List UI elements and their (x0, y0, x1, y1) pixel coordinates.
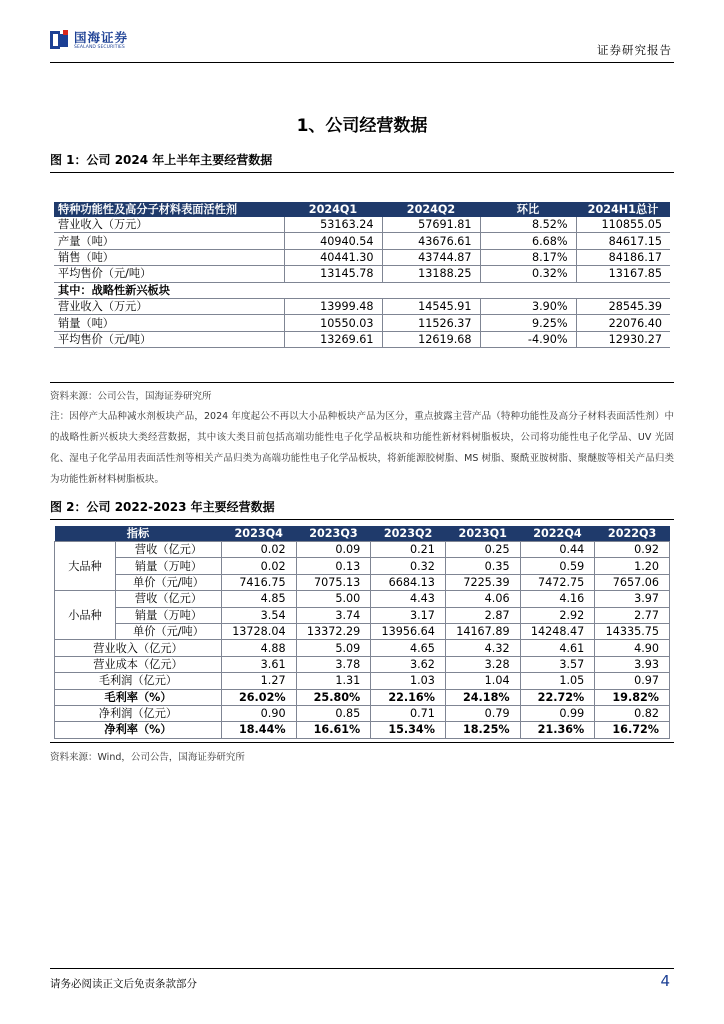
figure1-cell: 57691.81 (382, 217, 480, 233)
figure1-col-header: 环比 (480, 202, 576, 217)
figure2-cell: 0.99 (520, 705, 595, 721)
figure2-header-row (55, 526, 670, 542)
figure2-cell: 1.04 (445, 673, 520, 689)
figure2-cell: 3.97 (595, 591, 670, 607)
figure2-cell: 0.44 (520, 542, 595, 558)
figure2-cell: 24.18% (445, 689, 520, 705)
logo-en-text: SEALAND SECURITIES (74, 44, 125, 50)
figure2-cell: 26.02% (221, 689, 296, 705)
figure2-cell: 7075.13 (296, 574, 371, 590)
figure1-col-header: 2024Q2 (382, 202, 480, 217)
figure2-table-row (55, 673, 670, 689)
logo-mark-icon (50, 30, 70, 50)
figure1-subheading: 其中：战略性新兴板块 (54, 282, 670, 298)
figure1-cell: 0.32% (480, 266, 576, 282)
figure2-cell: 4.85 (221, 591, 296, 607)
figure1-row-label: 销售（吨） (54, 249, 284, 265)
figure2-cell: 3.54 (221, 607, 296, 623)
figure2-cell: 1.03 (371, 673, 446, 689)
figure2-group-label: 大品种 (55, 542, 116, 591)
figure1-cell: 14545.91 (382, 298, 480, 314)
figure1-cell: 43676.61 (382, 233, 480, 249)
figure2-table-row (55, 656, 670, 672)
figure2-table-row (55, 591, 670, 607)
figure2-cell: 13956.64 (371, 623, 446, 639)
figure2-row-label: 营收（亿元） (116, 591, 222, 607)
figure2-cell: 3.61 (221, 656, 296, 672)
figure1-cell: 12930.27 (576, 331, 670, 347)
figure1-table-row (54, 233, 670, 249)
figure2-cell: 0.90 (221, 705, 296, 721)
figure1-cell: 13167.85 (576, 266, 670, 282)
figure1-cell: 8.52% (480, 217, 576, 233)
section-title: 1、公司经营数据 (296, 116, 428, 136)
figure2-cell: 7472.75 (520, 574, 595, 590)
figure2-cell: 3.28 (445, 656, 520, 672)
figure2-cell: 3.17 (371, 607, 446, 623)
figure2-cell: 2.92 (520, 607, 595, 623)
figure1-row-label: 销量（吨） (54, 315, 284, 331)
figure2-cell: 22.16% (371, 689, 446, 705)
figure1-cell: 28545.39 (576, 298, 670, 314)
figure2-row-label: 营业成本（亿元） (55, 656, 222, 672)
figure1-cell: 110855.05 (576, 217, 670, 233)
figure2-cell: 2.87 (445, 607, 520, 623)
company-logo (50, 30, 128, 50)
figure2-cell: 18.25% (445, 722, 520, 738)
figure2-cell: 18.44% (221, 722, 296, 738)
figure1-col-header: 2024H1总计 (576, 202, 670, 217)
figure2-cell: 22.72% (520, 689, 595, 705)
figure1-table-row (54, 331, 670, 347)
figure2-cell: 4.16 (520, 591, 595, 607)
logo-cn-text: 国海证券 (74, 29, 129, 45)
figure2-row-label: 净利润（亿元） (55, 705, 222, 721)
figure2-cell: 3.93 (595, 656, 670, 672)
figure2-source: 资料来源：Wind，公司公告，国海证券研究所 (50, 752, 245, 763)
footer-divider (50, 968, 674, 969)
figure2-cell: 19.82% (595, 689, 670, 705)
figure1-cell: 84186.17 (576, 249, 670, 265)
figure2-cell: 15.34% (371, 722, 446, 738)
figure2-col-header: 2023Q2 (371, 526, 446, 542)
figure1-cell: 11526.37 (382, 315, 480, 331)
figure2-row-label: 营业收入（亿元） (55, 640, 222, 656)
figure2-cell: 6684.13 (371, 574, 446, 590)
figure1-source: 资料来源：公司公告，国海证券研究所 (50, 391, 212, 402)
figure2-cell: 3.57 (520, 656, 595, 672)
figure2-row-label: 毛利率（%） (55, 689, 222, 705)
figure1-table-row (54, 266, 670, 282)
figure2-table-row (55, 558, 670, 574)
figure2-table-row (55, 722, 670, 738)
figure1-cell: 3.90% (480, 298, 576, 314)
figure2-row-label: 单价（元/吨） (116, 574, 222, 590)
figure2-cell: 7225.39 (445, 574, 520, 590)
figure2-cell: 13728.04 (221, 623, 296, 639)
figure1-cell: 13188.25 (382, 266, 480, 282)
figure1-note: 注：因停产大品种减水剂板块产品，2024 年度起公不再以大小品种板块产品为区分，重点披露主营产品（特种功能性及高分子材料表面活性剂）中的战略性新兴板块大类经营数据，其中该大类目前包括高端功能性电子化学品板块和功能性新材料树脂板块，公司将功能性电子化学品、UV 光固化、湿电子化学品用表面活性剂等相关产品归类为高端功能性电子化学品板块，将新能源胶树脂、MS 树脂、聚酰亚胺树脂、聚醚胺等相关产品归类为功能性新材料树脂板块。 (50, 411, 674, 485)
figure2-cell: 16.72% (595, 722, 670, 738)
figure2-cell: 7657.06 (595, 574, 670, 590)
page-number: 4 (660, 972, 670, 990)
figure1-row-label: 平均售价（元/吨） (54, 266, 284, 282)
figure2-cell: 4.06 (445, 591, 520, 607)
figure1-cell: 53163.24 (284, 217, 382, 233)
figure2-cell: 7416.75 (221, 574, 296, 590)
figure2-table-row (55, 640, 670, 656)
figure2-cell: 4.65 (371, 640, 446, 656)
figure2-title: 图 2：公司 2022-2023 年主要经营数据 (50, 498, 674, 520)
figure2-cell: 0.97 (595, 673, 670, 689)
figure2-cell: 21.36% (520, 722, 595, 738)
figure2-cell: 3.74 (296, 607, 371, 623)
figure2-cell: 4.43 (371, 591, 446, 607)
figure1-cell: 13145.78 (284, 266, 382, 282)
figure2-table-row (55, 623, 670, 639)
figure2-cell: 0.25 (445, 542, 520, 558)
figure2-cell: 0.92 (595, 542, 670, 558)
figure2-cell: 0.59 (520, 558, 595, 574)
figure2-table (54, 526, 670, 739)
figure2-row-label: 销量（万吨） (116, 607, 222, 623)
figure2-cell: 3.62 (371, 656, 446, 672)
figure1-header-row (54, 202, 670, 217)
figure2-cell: 4.61 (520, 640, 595, 656)
figure1-row-label: 产量（吨） (54, 233, 284, 249)
figure1-cell: 6.68% (480, 233, 576, 249)
figure2-col-header: 2023Q1 (445, 526, 520, 542)
figure2-cell: 0.09 (296, 542, 371, 558)
figure1-cell: 9.25% (480, 315, 576, 331)
figure1-cell: 43744.87 (382, 249, 480, 265)
footer-disclaimer: 请务必阅读正文后免责条款部分 (50, 978, 197, 990)
figure2-cell: 0.32 (371, 558, 446, 574)
figure2-cell: 4.88 (221, 640, 296, 656)
figure1-cell: 84617.15 (576, 233, 670, 249)
figure2-cell: 14335.75 (595, 623, 670, 639)
figure1-cell: 22076.40 (576, 315, 670, 331)
header-divider (50, 62, 674, 63)
figure2-cell: 0.85 (296, 705, 371, 721)
figure2-cell: 16.61% (296, 722, 371, 738)
figure2-group-label: 小品种 (55, 591, 116, 640)
figure1-col-header: 特种功能性及高分子材料表面活性剂 (54, 202, 284, 217)
figure2-cell: 1.05 (520, 673, 595, 689)
figure2-col-header: 2023Q3 (296, 526, 371, 542)
figure2-row-label: 毛利润（亿元） (55, 673, 222, 689)
figure2-row-label: 净利率（%） (55, 722, 222, 738)
figure2-cell: 5.00 (296, 591, 371, 607)
figure2-cell: 0.13 (296, 558, 371, 574)
figure2-cell: 5.09 (296, 640, 371, 656)
figure2-col-header: 2022Q3 (595, 526, 670, 542)
figure2-cell: 1.20 (595, 558, 670, 574)
figure1-table (54, 202, 670, 348)
figure1-cell: 40940.54 (284, 233, 382, 249)
figure1-subheading-row (54, 282, 670, 298)
figure1-table-row (54, 217, 670, 233)
figure1-row-label: 营业收入（万元） (54, 217, 284, 233)
figure2-cell: 14248.47 (520, 623, 595, 639)
figure2-row-label: 销量（万吨） (116, 558, 222, 574)
figure2-cell: 0.82 (595, 705, 670, 721)
figure1-col-header: 2024Q1 (284, 202, 382, 217)
figure2-row-label: 单价（元/吨） (116, 623, 222, 639)
figure2-cell: 1.27 (221, 673, 296, 689)
figure2-cell: 4.32 (445, 640, 520, 656)
figure2-table-row (55, 574, 670, 590)
figure1-cell: 10550.03 (284, 315, 382, 331)
figure2-cell: 0.02 (221, 542, 296, 558)
figure2-cell: 0.71 (371, 705, 446, 721)
figure2-table-row (55, 689, 670, 705)
report-type: 证券研究报告 (597, 43, 672, 57)
figure2-cell: 4.90 (595, 640, 670, 656)
figure2-cell: 0.79 (445, 705, 520, 721)
figure1-table-row (54, 298, 670, 314)
figure2-bottom-rule (50, 742, 674, 743)
figure2-col-header: 指标 (55, 526, 222, 542)
figure2-cell: 25.80% (296, 689, 371, 705)
figure2-cell: 0.02 (221, 558, 296, 574)
figure2-cell: 3.78 (296, 656, 371, 672)
figure1-cell: 8.17% (480, 249, 576, 265)
figure1-cell: 12619.68 (382, 331, 480, 347)
figure2-table-row (55, 607, 670, 623)
figure2-table-row (55, 705, 670, 721)
figure1-cell: 13999.48 (284, 298, 382, 314)
figure2-cell: 13372.29 (296, 623, 371, 639)
figure2-cell: 1.31 (296, 673, 371, 689)
figure1-bottom-rule (50, 382, 674, 383)
figure1-cell: 40441.30 (284, 249, 382, 265)
figure2-cell: 14167.89 (445, 623, 520, 639)
figure2-col-header: 2022Q4 (520, 526, 595, 542)
figure2-row-label: 营收（亿元） (116, 542, 222, 558)
figure2-cell: 0.21 (371, 542, 446, 558)
figure1-cell: 13269.61 (284, 331, 382, 347)
figure1-cell: -4.90% (480, 331, 576, 347)
figure1-row-label: 平均售价（元/吨） (54, 331, 284, 347)
figure1-table-row (54, 249, 670, 265)
figure1-table-row (54, 315, 670, 331)
figure2-cell: 0.35 (445, 558, 520, 574)
figure2-table-row (55, 542, 670, 558)
figure1-row-label: 营业收入（万元） (54, 298, 284, 314)
figure2-col-header: 2023Q4 (221, 526, 296, 542)
figure1-title: 图 1：公司 2024 年上半年主要经营数据 (50, 151, 674, 173)
figure2-cell: 2.77 (595, 607, 670, 623)
